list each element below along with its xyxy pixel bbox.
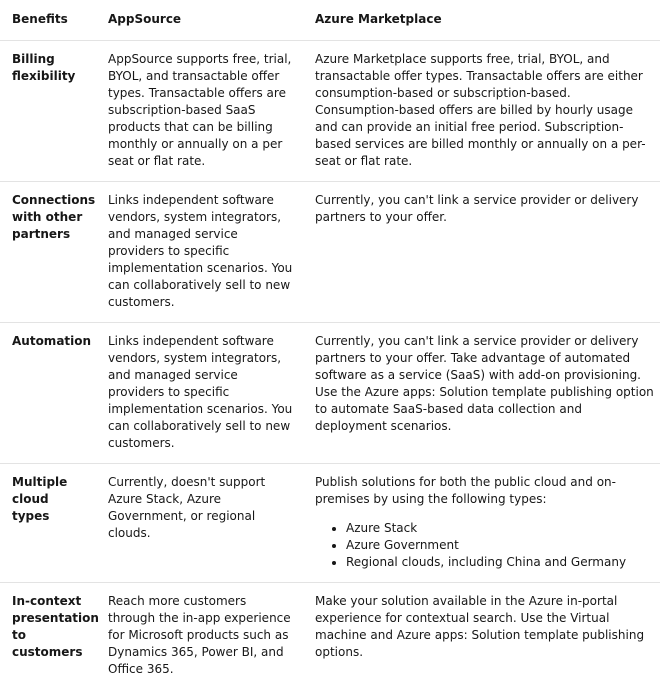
appsource-cell: AppSource supports free, trial, BYOL, and transactable offer types. Transactable offers are subscription-based SaaS products that can be billing monthly or annually on a per seat or flat rate. <box>96 41 303 182</box>
appsource-cell: Currently, doesn't support Azure Stack, Azure Government, or regional clouds. <box>96 464 303 583</box>
cloud-types-list <box>315 520 654 571</box>
azure-cell: Currently, you can't link a service provider or delivery partners to your offer. Take advantage of automated software as a service (SaaS) with add-on provisioning. Use the Azure apps: Solution template publishing option to automate SaaS-based data collection and deployment scenarios. <box>303 323 660 464</box>
table-row <box>0 323 660 464</box>
azure-cell: Currently, you can't link a service provider or delivery partners to your offer. <box>303 182 660 323</box>
table-row <box>0 583 660 689</box>
azure-cell: Make your solution available in the Azure in-portal experience for contextual search. Use the Virtual machine and Azure apps: Solution template publishing options. <box>303 583 660 689</box>
table-row <box>0 41 660 182</box>
benefit-cell: In-context presentation to customers <box>0 583 96 689</box>
list-item: • Regional clouds, including China and Germany <box>346 554 654 571</box>
table-header <box>0 0 660 41</box>
appsource-cell: Links independent software vendors, system integrators, and managed service providers to specific implementation scenarios. You can collaboratively sell to new customers. <box>96 323 303 464</box>
benefit-cell: Billing flexibility <box>0 41 96 182</box>
list-item: • Azure Government <box>346 537 654 554</box>
azure-cell <box>303 464 660 583</box>
header-benefits: Benefits <box>0 0 96 41</box>
header-row <box>0 0 660 41</box>
benefit-cell: Connections with other partners <box>0 182 96 323</box>
table-row <box>0 182 660 323</box>
azure-cell: Azure Marketplace supports free, trial, BYOL, and transactable offer types. Transactable offers are either consumption-based or subscription-based. Consumption-based offers are billed by hourly usage and can provide an initial free period. Subscription-based services are billed monthly or annually on a per-seat or flat rate. <box>303 41 660 182</box>
appsource-cell: Reach more customers through the in-app experience for Microsoft products such as Dynamics 365, Power BI, and Office 365. <box>96 583 303 689</box>
azure-cell-intro: Publish solutions for both the public cloud and on-premises by using the following types: <box>315 474 654 508</box>
benefit-cell: Automation <box>0 323 96 464</box>
header-appsource: AppSource <box>96 0 303 41</box>
header-azure-marketplace: Azure Marketplace <box>303 0 660 41</box>
appsource-cell: Links independent software vendors, system integrators, and managed service providers to specific implementation scenarios. You can collaboratively sell to new customers. <box>96 182 303 323</box>
list-item: • Azure Stack <box>346 520 654 537</box>
benefit-cell: Multiple cloud types <box>0 464 96 583</box>
table-body <box>0 41 660 689</box>
table-row <box>0 464 660 583</box>
